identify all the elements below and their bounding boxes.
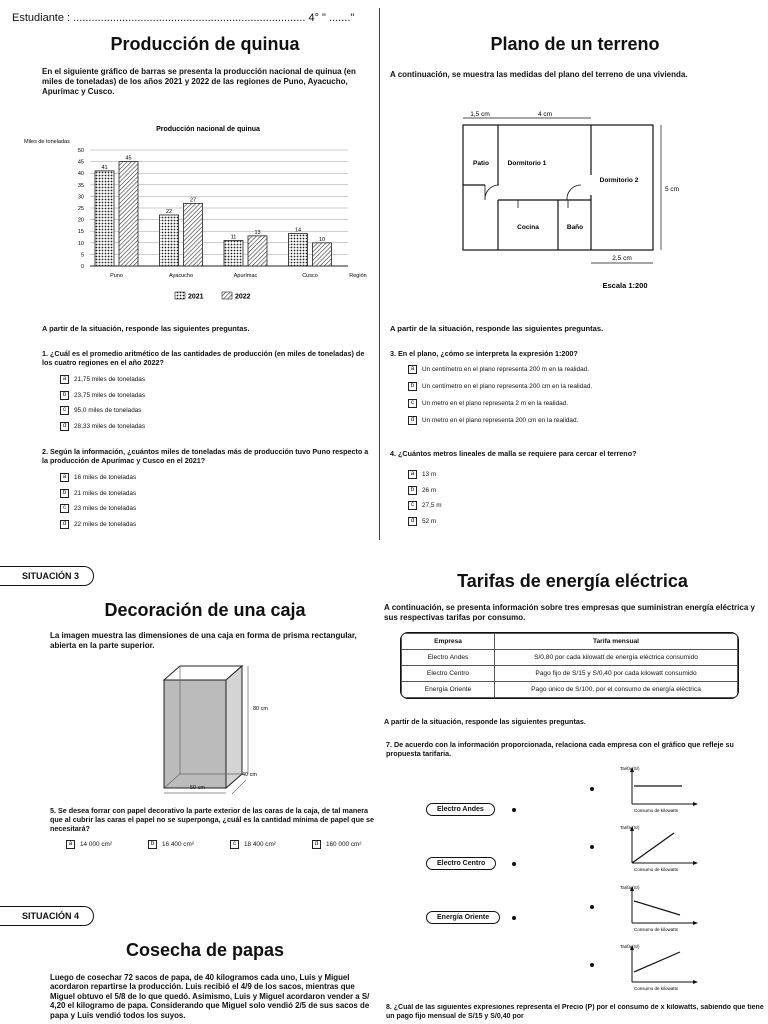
answer-option[interactable] <box>60 488 136 499</box>
cell-tarifa: Pago único de S/100, por el consumo de energía eléctrica <box>495 682 738 698</box>
question-4: 4. ¿Cuántos metros lineales de malla se requiere para cercar el terreno? <box>390 449 637 458</box>
y-tick-label: 15 <box>77 229 84 236</box>
match-dot[interactable] <box>590 845 594 849</box>
bar-2022 <box>313 243 332 266</box>
option-text: 23 miles de toneladas <box>74 505 137 512</box>
question-7: 7. De acuerdo con la información proporcionada, relaciona cada empresa con el gráfico que refleje su propuesta tarifaria. <box>386 740 734 758</box>
section-title-terreno: Plano de un terreno <box>490 34 660 54</box>
situacion-4-tag: SITUACIÓN 4 <box>0 906 94 926</box>
quinua-prompt: A partir de la situación, responde las siguientes preguntas. <box>42 324 250 333</box>
table-header-empresa: Empresa <box>402 634 495 650</box>
bar-2021 <box>160 215 179 266</box>
option-text: 21,75 miles de toneladas <box>74 376 146 383</box>
mini-xlabel: Consumo de kilowatts <box>634 927 679 932</box>
match-dot[interactable] <box>512 808 516 812</box>
student-line: Estudiante : ............................................................................ 4° " ......." <box>12 12 355 24</box>
answer-option[interactable] <box>60 519 136 530</box>
bar-value-label: 27 <box>189 197 197 204</box>
section-title-papas: Cosecha de papas <box>125 940 285 960</box>
match-dot[interactable] <box>512 916 516 920</box>
option-text: 28,33 miles de toneladas <box>74 422 146 430</box>
answer-option[interactable] <box>408 469 442 480</box>
option-text: 16 miles de toneladas <box>74 474 137 481</box>
quinua-bar-chart <box>20 120 380 310</box>
y-tick-label: 50 <box>77 148 84 154</box>
chart-title: Producción nacional de quinua <box>156 126 260 133</box>
company-energia-oriente[interactable]: Energía Oriente <box>426 911 500 924</box>
option-letter[interactable]: c <box>230 840 239 849</box>
bar-value-label: 14 <box>294 227 302 234</box>
mini-xlabel: Consumo de kilowatts <box>634 986 679 991</box>
option-letter[interactable]: d <box>60 520 69 529</box>
question-5: 5. Se desea forrar con papel decorativo la parte exterior de las caras de la caja, de tal manera que al cubrir las caras el papel no se superponga, ¿cuál es la cantidad mínima de papel que se necesitará? <box>50 806 374 833</box>
cell-tarifa: S/0,80 por cada kilowatt de energía eléctrica consumido <box>495 650 738 666</box>
mini-ylabel: Tarifa (S/) <box>620 944 640 949</box>
y-tick-label: 30 <box>77 194 84 201</box>
question-3-options <box>408 364 592 432</box>
bar-2022 <box>184 203 203 266</box>
option-letter[interactable]: a <box>408 365 417 374</box>
option-letter[interactable]: d <box>60 422 69 431</box>
question-8: 8. ¿Cuál de las siguientes expresiones representa el Precio (P) por el consumo de x kilowatts, sabiendo que tiene un pago fijo mensual de S/15 y S/0,40 por <box>386 1004 764 1020</box>
section-title-quinua: Producción de quinua <box>110 34 300 54</box>
answer-option[interactable] <box>60 472 136 483</box>
bar-2022 <box>119 162 138 266</box>
bar-2022 <box>248 236 267 266</box>
option-text: Un centímetro en el plano representa 200 cm en la realidad. <box>422 383 593 390</box>
box-width-label: 50 cm <box>190 785 205 791</box>
situacion-3-tag: SITUACIÓN 3 <box>0 566 94 586</box>
company-electro-andes[interactable]: Electro Andes <box>426 803 495 816</box>
option-letter[interactable]: b <box>60 489 69 498</box>
legend-label: 2021 <box>188 293 204 301</box>
option-text: 95,0 miles de toneladas <box>74 407 142 414</box>
option-letter[interactable]: c <box>408 399 417 408</box>
tarifas-prompt: A partir de la situación, responde las siguientes preguntas. <box>384 717 586 726</box>
dim-5cm: 5 cm <box>665 186 680 193</box>
plan-scale: Escala 1:200 <box>602 281 648 290</box>
option-text: 13 m <box>422 471 437 478</box>
option-text: 52 m <box>422 517 437 525</box>
question-4-options <box>408 469 442 531</box>
option-letter[interactable]: a <box>66 840 75 849</box>
answer-option[interactable] <box>408 364 592 375</box>
cell-empresa: Electro Centro <box>402 666 495 682</box>
answer-option[interactable] <box>60 374 145 385</box>
answer-option[interactable] <box>312 839 362 850</box>
box-height-label: 80 cm <box>253 706 268 712</box>
section-title-caja: Decoración de una caja <box>104 600 306 620</box>
answer-option[interactable] <box>408 381 592 392</box>
mini-ylabel: Tarifa (S/) <box>620 825 640 830</box>
category-label: Cusco <box>302 273 318 279</box>
answer-option[interactable] <box>148 839 194 850</box>
tarifas-intro: A continuación, se presenta información sobre tres empresas que suministran energía eléctrica y sus respectivas tarifas por consumo. <box>384 603 755 622</box>
cell-empresa: Electro Andes <box>402 650 495 666</box>
option-letter[interactable]: c <box>60 504 69 513</box>
answer-option[interactable] <box>60 503 136 514</box>
option-text: 22 miles de toneladas <box>74 520 137 528</box>
y-tick-label: 5 <box>80 252 84 259</box>
answer-option[interactable] <box>408 415 592 426</box>
y-tick-label: 0 <box>80 264 84 270</box>
mini-xlabel: Consumo de kilowatts <box>634 867 679 872</box>
room-bano: Baño <box>566 224 584 231</box>
option-text: 14 000 cm² <box>80 841 112 848</box>
papas-intro: Luego de cosechar 72 sacos de papa, de 40 kilogramos cada uno, Luis y Miguel acordaron repartirse la producción. Luis recibió el 4/9 de los sacos, mientras que Miguel obtuvo el 5/8 de lo que quedó. Asimismo, Luis y Miguel acordaron vender a S/ 4,20 el kilogramo de papa. Considerando que Miguel solo vendió 2/5 de sus sacos de papa y Luis vendió todos los suyos. <box>50 973 370 1020</box>
cell-tarifa: Pago fijo de S/15 y S/0,40 por cada kilowatt consumido <box>495 666 738 682</box>
option-letter[interactable]: b <box>60 391 69 400</box>
answer-option[interactable] <box>408 516 442 527</box>
question-2-options <box>60 472 136 534</box>
mini-xlabel: Consumo de kilowatts <box>634 808 679 813</box>
answer-option[interactable] <box>66 839 112 850</box>
dim-2-5cm: 2,5 cm <box>612 255 632 262</box>
option-letter[interactable]: a <box>60 473 69 482</box>
caja-intro: La imagen muestra las dimensiones de una caja en forma de prisma rectangular, abierta en la parte superior. <box>50 631 357 650</box>
question-1-options <box>60 374 145 436</box>
option-text: 16 400 cm² <box>161 841 194 848</box>
answer-option[interactable] <box>408 398 592 409</box>
category-label: Apurímac <box>233 273 258 279</box>
mini-graph-proportional <box>620 821 730 873</box>
bar-value-label: 10 <box>318 236 326 243</box>
legend-label: 2022 <box>235 293 251 301</box>
option-letter[interactable]: d <box>408 416 417 425</box>
room-dormitorio-2: Dormitorio 2 <box>599 177 639 184</box>
answer-option[interactable] <box>60 405 145 416</box>
bar-value-label: 22 <box>165 208 173 215</box>
floor-plan <box>455 105 685 295</box>
question-5-options <box>66 839 361 850</box>
company-electro-centro[interactable]: Electro Centro <box>426 857 496 870</box>
y-tick-label: 45 <box>77 159 84 166</box>
mini-graph-decreasing <box>620 881 730 933</box>
option-letter[interactable]: c <box>408 501 417 510</box>
y-tick-label: 10 <box>77 240 84 247</box>
option-text: Un centímetro en el plano representa 200 m en la realidad. <box>422 366 589 373</box>
legend-swatch <box>222 292 232 299</box>
option-text: Un metro en el plano representa 2 m en la realidad. <box>422 400 569 407</box>
bar-value-label: 45 <box>125 155 132 162</box>
mini-ylabel: Tarifa (S/) <box>620 766 640 771</box>
box-depth-label: 40 cm <box>242 772 257 778</box>
terreno-prompt: A partir de la situación, responde las siguientes preguntas. <box>390 324 604 333</box>
option-letter[interactable]: b <box>148 840 157 849</box>
mini-graph-linear-offset <box>620 940 730 992</box>
legend-swatch <box>175 292 185 299</box>
room-patio: Patio <box>473 160 489 167</box>
bar-2021 <box>289 234 308 266</box>
bar-value-label: 41 <box>101 164 108 171</box>
dim-1-5cm: 1,5 cm <box>470 111 490 118</box>
tariff-table-frame <box>400 632 739 699</box>
option-letter[interactable]: d <box>408 517 417 526</box>
answer-option[interactable] <box>230 839 276 850</box>
question-2: 2. Según la información, ¿cuántos miles de toneladas más de producción tuvo Puno respecto a la producción de Apurímac y Cusco en el 2021? <box>42 447 369 465</box>
chart-ylabel: Miles de toneladas <box>24 139 70 145</box>
option-text: 23,75 miles de toneladas <box>74 391 146 399</box>
match-dot[interactable] <box>512 862 516 866</box>
question-3: 3. En el plano, ¿cómo se interpreta la expresión 1:200? <box>390 349 578 358</box>
room-cocina: Cocina <box>517 224 539 231</box>
option-text: 27,5 m <box>422 502 442 509</box>
table-header-tarifa: Tarifa mensual <box>495 634 738 650</box>
option-letter[interactable]: b <box>408 486 417 495</box>
cell-empresa: Energía Oriente <box>402 682 495 698</box>
tariff-table <box>401 633 738 698</box>
option-text: 26 m <box>422 486 437 494</box>
table-row <box>402 666 738 682</box>
section-title-tarifas: Tarifas de energía eléctrica <box>457 571 688 591</box>
quinua-intro: En el siguiente gráfico de barras se presenta la producción nacional de quinua (en miles de toneladas) de los años 2021 y 2022 de las regiones de Puno, Ayacucho, Apurímac y Cusco. <box>42 67 356 96</box>
chart-xlabel: Región <box>349 273 367 279</box>
option-text: Un metro en el plano representa 200 cm en la realidad. <box>422 417 579 424</box>
answer-option[interactable] <box>408 485 442 496</box>
y-tick-label: 20 <box>77 217 84 224</box>
bar-value-label: 13 <box>254 229 261 236</box>
category-label: Ayacucho <box>168 273 194 279</box>
match-dot[interactable] <box>590 963 594 967</box>
table-row <box>402 682 738 698</box>
option-letter[interactable]: d <box>312 840 321 849</box>
answer-option[interactable] <box>408 500 442 511</box>
dim-4cm: 4 cm <box>537 111 553 118</box>
answer-option[interactable] <box>60 421 145 432</box>
table-row <box>402 650 738 666</box>
terreno-intro: A continuación, se muestra las medidas del plano del terreno de una vivienda. <box>390 70 688 79</box>
mini-ylabel: Tarifa (S/) <box>620 885 640 890</box>
room-dormitorio-1: Dormitorio 1 <box>507 160 547 167</box>
mini-graph-constant <box>620 762 730 814</box>
option-letter[interactable]: a <box>60 375 69 384</box>
question-1: 1. ¿Cuál es el promedio aritmético de las cantidades de producción (en miles de toneladas) de los cuatro regiones en el año 2022? <box>42 349 365 367</box>
option-text: 160 000 cm² <box>325 841 362 848</box>
option-text: 21 miles de toneladas <box>74 489 137 497</box>
bar-2021 <box>95 171 114 266</box>
box-diagram <box>150 660 280 800</box>
option-text: 18 400 cm² <box>243 841 276 848</box>
bar-value-label: 11 <box>230 234 237 241</box>
category-label: Puno <box>110 273 123 279</box>
match-dot[interactable] <box>590 787 594 791</box>
option-letter[interactable]: b <box>408 382 417 391</box>
answer-option[interactable] <box>60 390 145 401</box>
option-letter[interactable]: c <box>60 406 69 415</box>
option-letter[interactable]: a <box>408 470 417 479</box>
y-tick-label: 40 <box>77 171 84 178</box>
y-tick-label: 35 <box>77 182 84 189</box>
bar-2021 <box>224 240 243 266</box>
match-dot[interactable] <box>590 905 594 909</box>
y-tick-label: 25 <box>77 206 84 212</box>
